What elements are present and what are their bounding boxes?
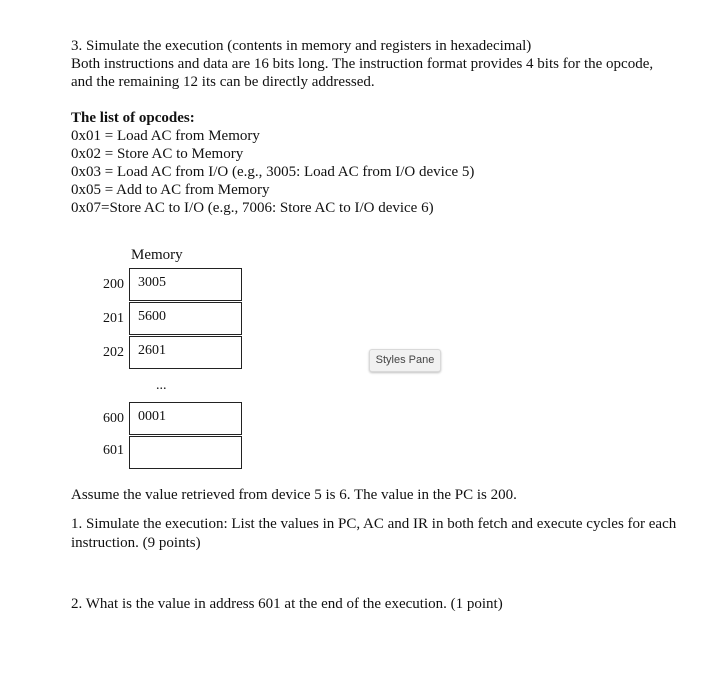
opcode-item: 0x03 = Load AC from I/O (e.g., 3005: Load AC from I/O device 5) <box>71 164 475 180</box>
opcode-item: 0x01 = Load AC from Memory <box>71 128 260 144</box>
memory-address: 601 <box>103 443 124 458</box>
opcodes-title: The list of opcodes: <box>71 110 195 126</box>
memory-cell: 3005 <box>129 268 242 301</box>
memory-ellipsis: ... <box>156 378 167 393</box>
task-2-text: 2. What is the value in address 601 at the end of the execution. (1 point) <box>71 596 503 612</box>
memory-address: 600 <box>103 411 124 426</box>
opcode-item: 0x07=Store AC to I/O (e.g., 7006: Store AC to I/O device 6) <box>71 200 434 216</box>
assumption-text: Assume the value retrieved from device 5 is 6. The value in the PC is 200. <box>71 487 517 503</box>
memory-title: Memory <box>131 247 183 263</box>
memory-cell: 5600 <box>129 302 242 335</box>
memory-address: 202 <box>103 345 124 360</box>
memory-cell <box>129 436 242 469</box>
question-intro-line-2: and the remaining 12 its can be directly addressed. <box>71 74 375 90</box>
opcode-item: 0x02 = Store AC to Memory <box>71 146 244 162</box>
question-intro-line-1: Both instructions and data are 16 bits long. The instruction format provides 4 bits for the opcode, <box>71 56 654 72</box>
styles-pane-tooltip: Styles Pane <box>369 349 441 372</box>
memory-address: 200 <box>103 277 124 292</box>
memory-cell: 2601 <box>129 336 242 369</box>
memory-cell: 0001 <box>129 402 242 435</box>
task-1-text: 1. Simulate the execution: List the values in PC, AC and IR in both fetch and execute cycles for each instruction. (9 points) <box>71 516 677 551</box>
question-heading: 3. Simulate the execution (contents in memory and registers in hexadecimal) <box>71 38 532 54</box>
opcode-item: 0x05 = Add to AC from Memory <box>71 182 270 198</box>
memory-address: 201 <box>103 311 124 326</box>
